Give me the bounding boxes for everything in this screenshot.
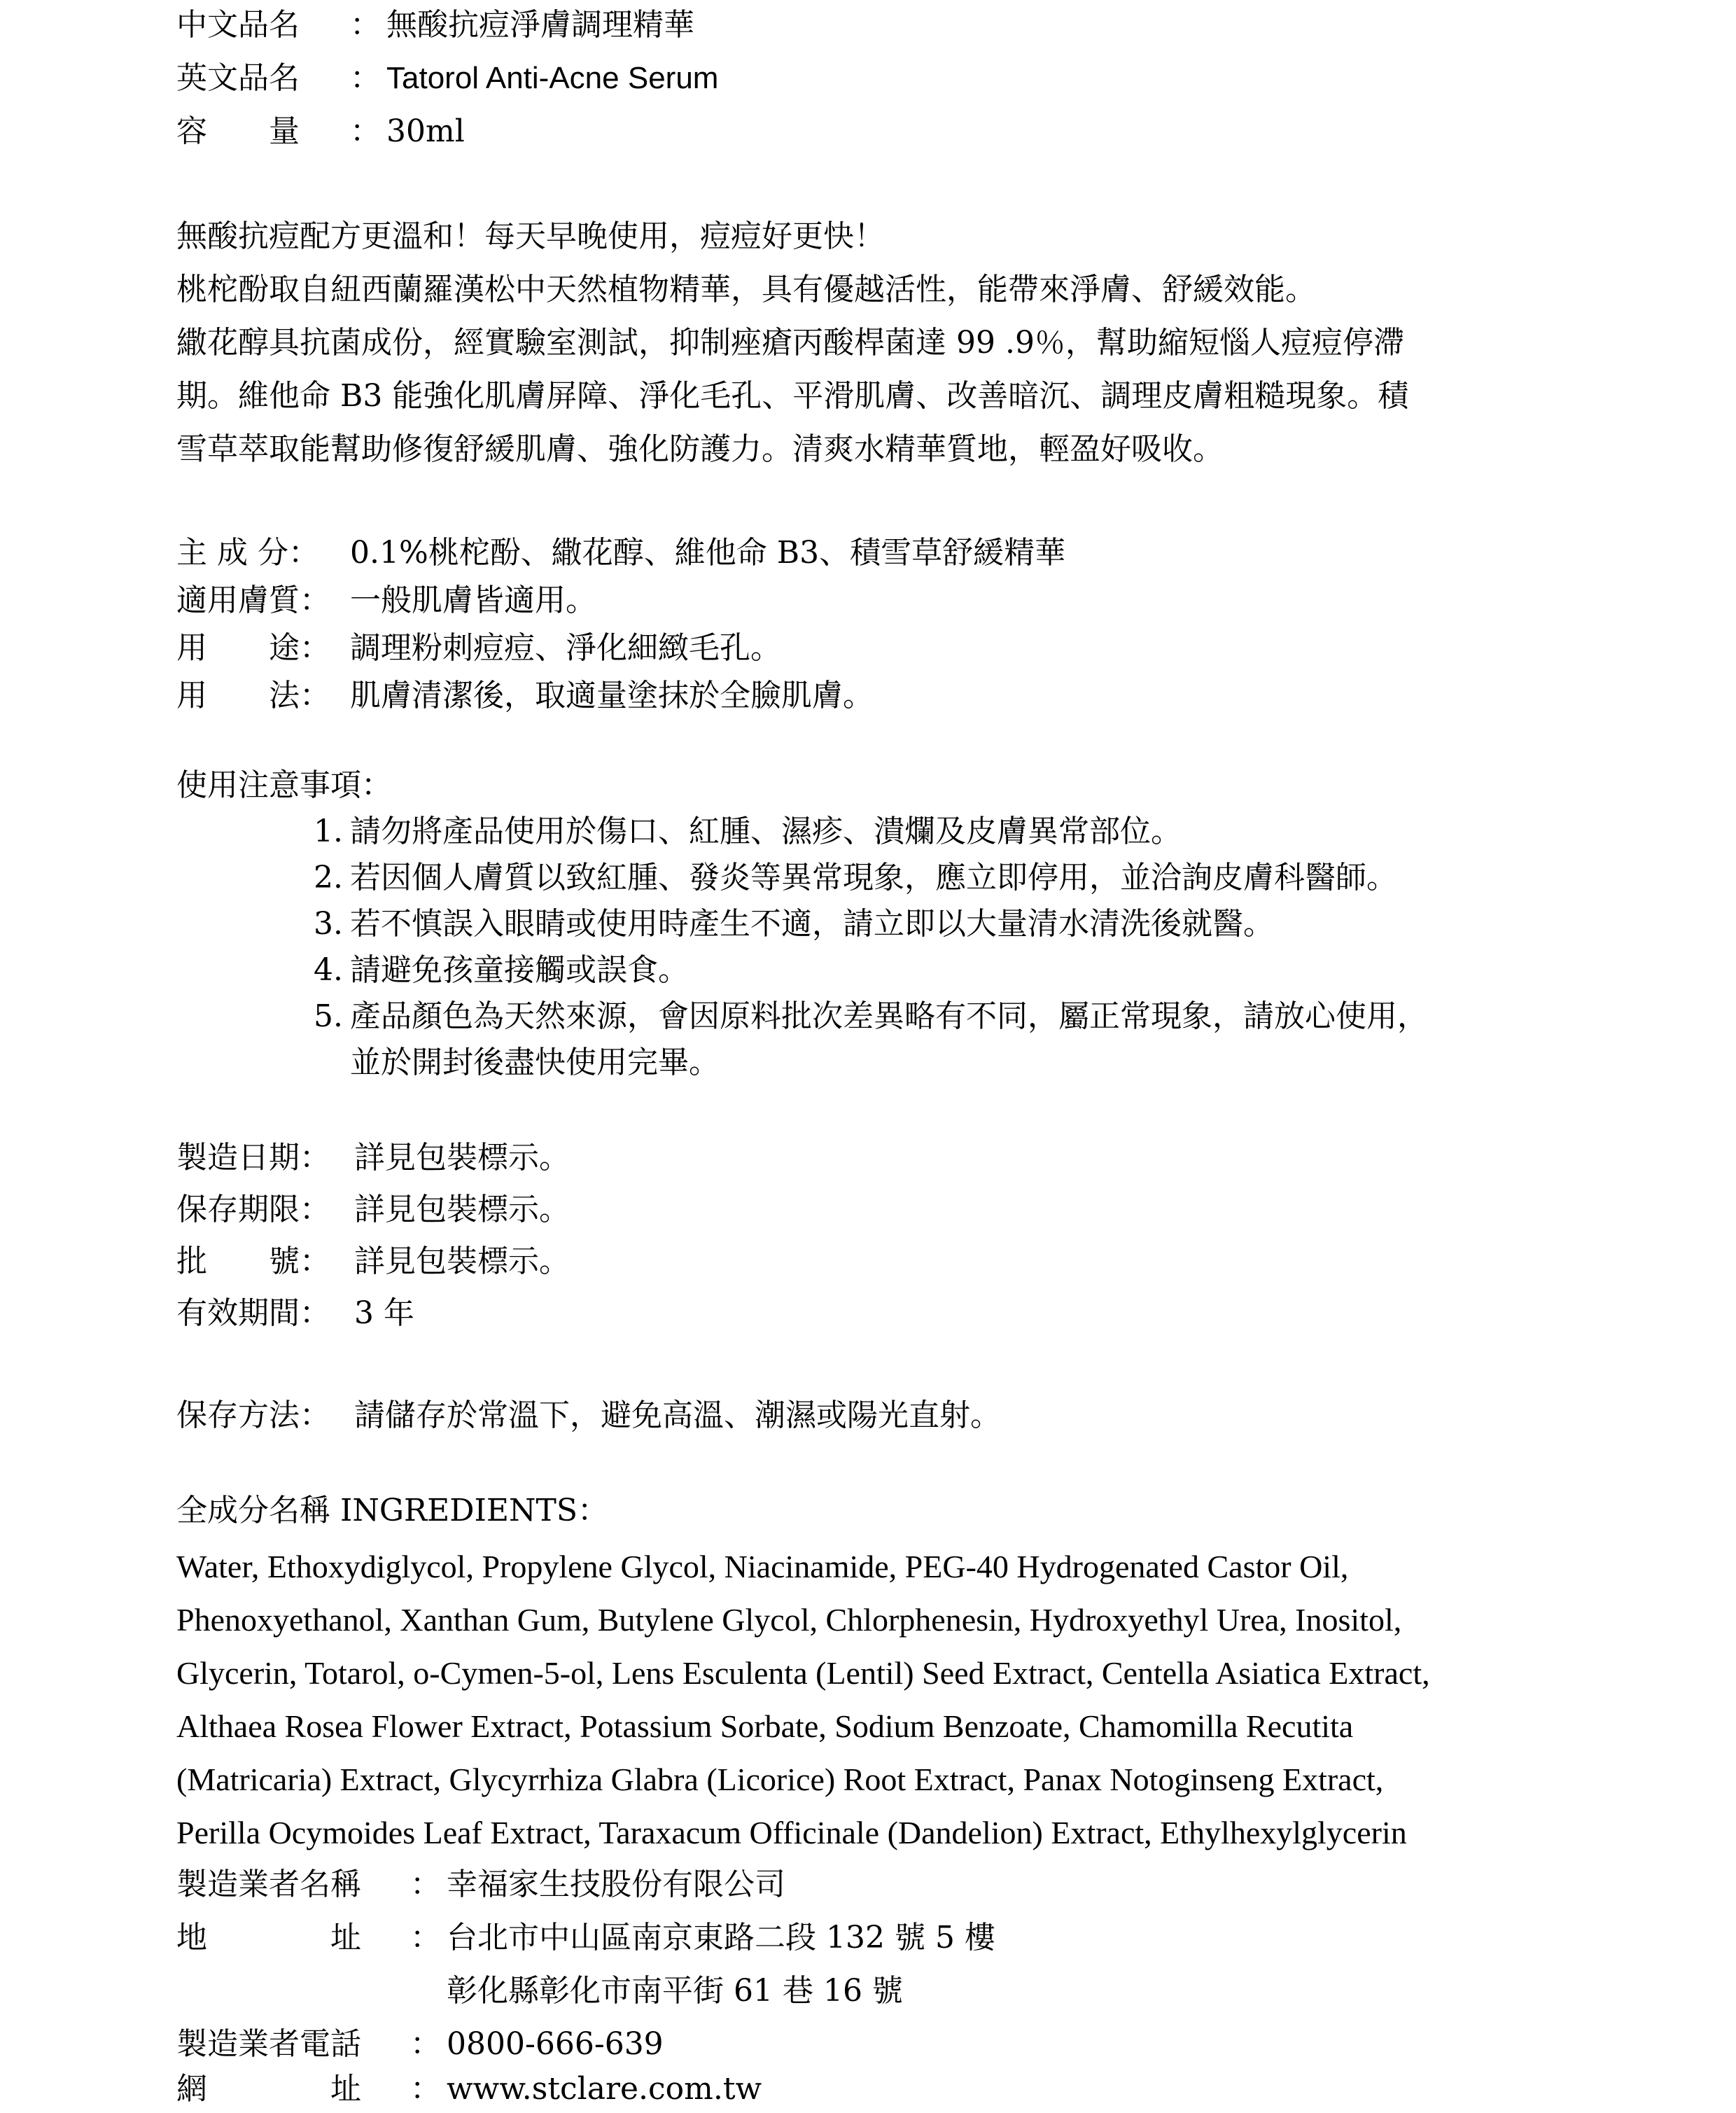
precaution-text: 請避免孩童接觸或誤食。: [350, 952, 689, 988]
colon: ：: [410, 1920, 441, 1955]
spec-value: 0.1%桃柁酚、繖花醇、維他命 B3、積雪草舒緩精華: [350, 535, 1066, 571]
colon: ：: [410, 1867, 441, 1902]
spec-label: 用 法：: [176, 678, 330, 713]
date-label: 製造日期：: [176, 1140, 330, 1176]
colon: ：: [410, 2071, 441, 2107]
date-value: 詳見包裝標示。: [354, 1140, 570, 1176]
date-label: 保存期限：: [176, 1192, 330, 1227]
precaution-text: 若因個人膚質以致紅腫、發炎等異常現象，應立即停用，並洽詢皮膚科醫師。: [350, 860, 1397, 895]
colon: ：: [410, 2026, 441, 2062]
spec-row-skin-type: [176, 581, 596, 620]
volume-row: [176, 112, 465, 151]
colon: ：: [350, 7, 381, 43]
manufacturer-web-row: [176, 2070, 762, 2109]
ingredients-line: Althaea Rosea Flower Extract, Potassium Sorbate, Sodium Benzoate, Chamomilla Recutita: [176, 1708, 1354, 1744]
ingredients-line: Glycerin, Totarol, o-Cymen-5-ol, Lens Esculenta (Lentil) Seed Extract, Centella Asiatica Extract,: [176, 1655, 1430, 1691]
spec-row-purpose: [176, 629, 781, 668]
spec-value: 肌膚清潔後，取適量塗抹於全臉肌膚。: [350, 678, 874, 713]
intro-line-2: 桃柁酚取自紐西蘭羅漢松中天然植物精華，具有優越活性，能帶來淨膚、舒緩效能。: [176, 272, 1316, 307]
manufacturer-name-row: [176, 1865, 785, 1904]
intro-line-5: 雪草萃取能幫助修復舒緩肌膚、強化防護力。清爽水精華質地，輕盈好吸收。: [176, 431, 1224, 467]
en-name-row: [176, 59, 718, 98]
manufacturer-address-row: [176, 1918, 995, 1958]
cn-name-label: 中文品名: [176, 7, 300, 43]
precaution-text: 請勿將產品使用於傷口、紅腫、濕疹、潰爛及皮膚異常部位。: [350, 814, 1182, 849]
en-name-label: 英文品名: [176, 60, 300, 96]
manufacturer-address-2: 彰化縣彰化市南平街 61 巷 16 號: [447, 1973, 903, 2009]
precaution-item: [314, 858, 1397, 898]
date-row: [176, 1190, 570, 1229]
list-number: 3.: [314, 906, 343, 942]
manufacturer-phone-row: [176, 2025, 664, 2064]
spec-label: 適用膚質：: [176, 583, 330, 618]
list-number: 1.: [314, 814, 343, 849]
precaution-item-5-continued: 並於開封後盡快使用完畢。: [350, 1045, 720, 1080]
date-value: 詳見包裝標示。: [354, 1192, 570, 1227]
precaution-item: [314, 812, 1182, 851]
cn-name-value: 無酸抗痘淨膚調理精華: [386, 7, 694, 43]
ingredients-line: Water, Ethoxydiglycol, Propylene Glycol, Niacinamide, PEG-40 Hydrogenated Castor Oil,: [176, 1549, 1349, 1584]
storage-label: 保存方法：: [176, 1397, 330, 1433]
intro-line-4: 期。維他命 B3 能強化肌膚屏障、淨化毛孔、平滑肌膚、改善暗沉、調理皮膚粗糙現象。積: [176, 378, 1409, 414]
manufacturer-address-1: 台北市中山區南京東路二段 132 號 5 樓: [447, 1920, 995, 1955]
manufacturer-address-label: 地 址: [176, 1920, 361, 1955]
list-number: 2.: [314, 860, 343, 895]
spec-value: 一般肌膚皆適用。: [350, 583, 596, 618]
date-row: [176, 1138, 570, 1178]
manufacturer-name-label: 製造業者名稱: [176, 1867, 361, 1902]
ingredients-line: (Matricaria) Extract, Glycyrrhiza Glabra (Licorice) Root Extract, Panax Notoginseng Extract,: [176, 1762, 1384, 1797]
list-number: 5.: [314, 998, 343, 1034]
spec-label: 主 成 分：: [176, 535, 319, 571]
precaution-item: [314, 997, 1428, 1036]
storage-value: 請儲存於常溫下，避免高溫、潮濕或陽光直射。: [354, 1397, 1001, 1433]
manufacturer-name-value: 幸福家生技股份有限公司: [447, 1867, 785, 1902]
precaution-text: 產品顏色為天然來源，會因原料批次差異略有不同，屬正常現象，請放心使用，: [350, 998, 1428, 1034]
ingredients-line: Phenoxyethanol, Xanthan Gum, Butylene Glycol, Chlorphenesin, Hydroxyethyl Urea, Inositol,: [176, 1602, 1402, 1638]
ingredients-line: Perilla Ocymoides Leaf Extract, Taraxacum Officinale (Dandelion) Extract, Ethylhexylglycerin: [176, 1815, 1407, 1850]
colon: ：: [350, 113, 381, 149]
date-label: 批 號：: [176, 1243, 330, 1279]
intro-line-1: 無酸抗痘配方更溫和！每天早晚使用，痘痘好更快！: [176, 218, 885, 254]
list-number: 4.: [314, 952, 343, 988]
manufacturer-web-link[interactable]: www.stclare.com.tw: [447, 2071, 762, 2107]
spec-value: 調理粉刺痘痘、淨化細緻毛孔。: [350, 630, 781, 666]
date-row: [176, 1242, 570, 1281]
precaution-item: [314, 951, 689, 990]
colon: ：: [350, 60, 381, 96]
spec-row-usage: [176, 676, 874, 716]
cn-name-row: [176, 6, 694, 45]
storage-row: [176, 1396, 1001, 1435]
manufacturer-phone-label: 製造業者電話: [176, 2026, 361, 2062]
date-value: 詳見包裝標示。: [354, 1243, 570, 1279]
date-value: 3 年: [354, 1295, 414, 1331]
spec-row-ingredients: [176, 534, 1065, 573]
precaution-item: [314, 905, 1274, 944]
precautions-title: 使用注意事項：: [176, 767, 392, 803]
date-row: [176, 1294, 414, 1333]
en-name-value: Tatorol Anti-Acne Serum: [386, 61, 719, 95]
ingredients-title: 全成分名稱 INGREDIENTS：: [176, 1493, 609, 1528]
precaution-text: 若不慎誤入眼睛或使用時產生不適，請立即以大量清水清洗後就醫。: [350, 906, 1274, 942]
volume-label: 容 量: [176, 113, 300, 149]
spec-label: 用 途：: [176, 630, 330, 666]
manufacturer-web-label: 網 址: [176, 2071, 361, 2107]
manufacturer-phone-value: 0800-666-639: [447, 2026, 664, 2062]
date-label: 有效期間：: [176, 1295, 330, 1331]
volume-value: 30ml: [386, 113, 465, 149]
intro-line-3: 繖花醇具抗菌成份，經實驗室測試，抑制痤瘡丙酸桿菌達 99 .9％，幫助縮短惱人痘痘停滯: [176, 325, 1404, 361]
